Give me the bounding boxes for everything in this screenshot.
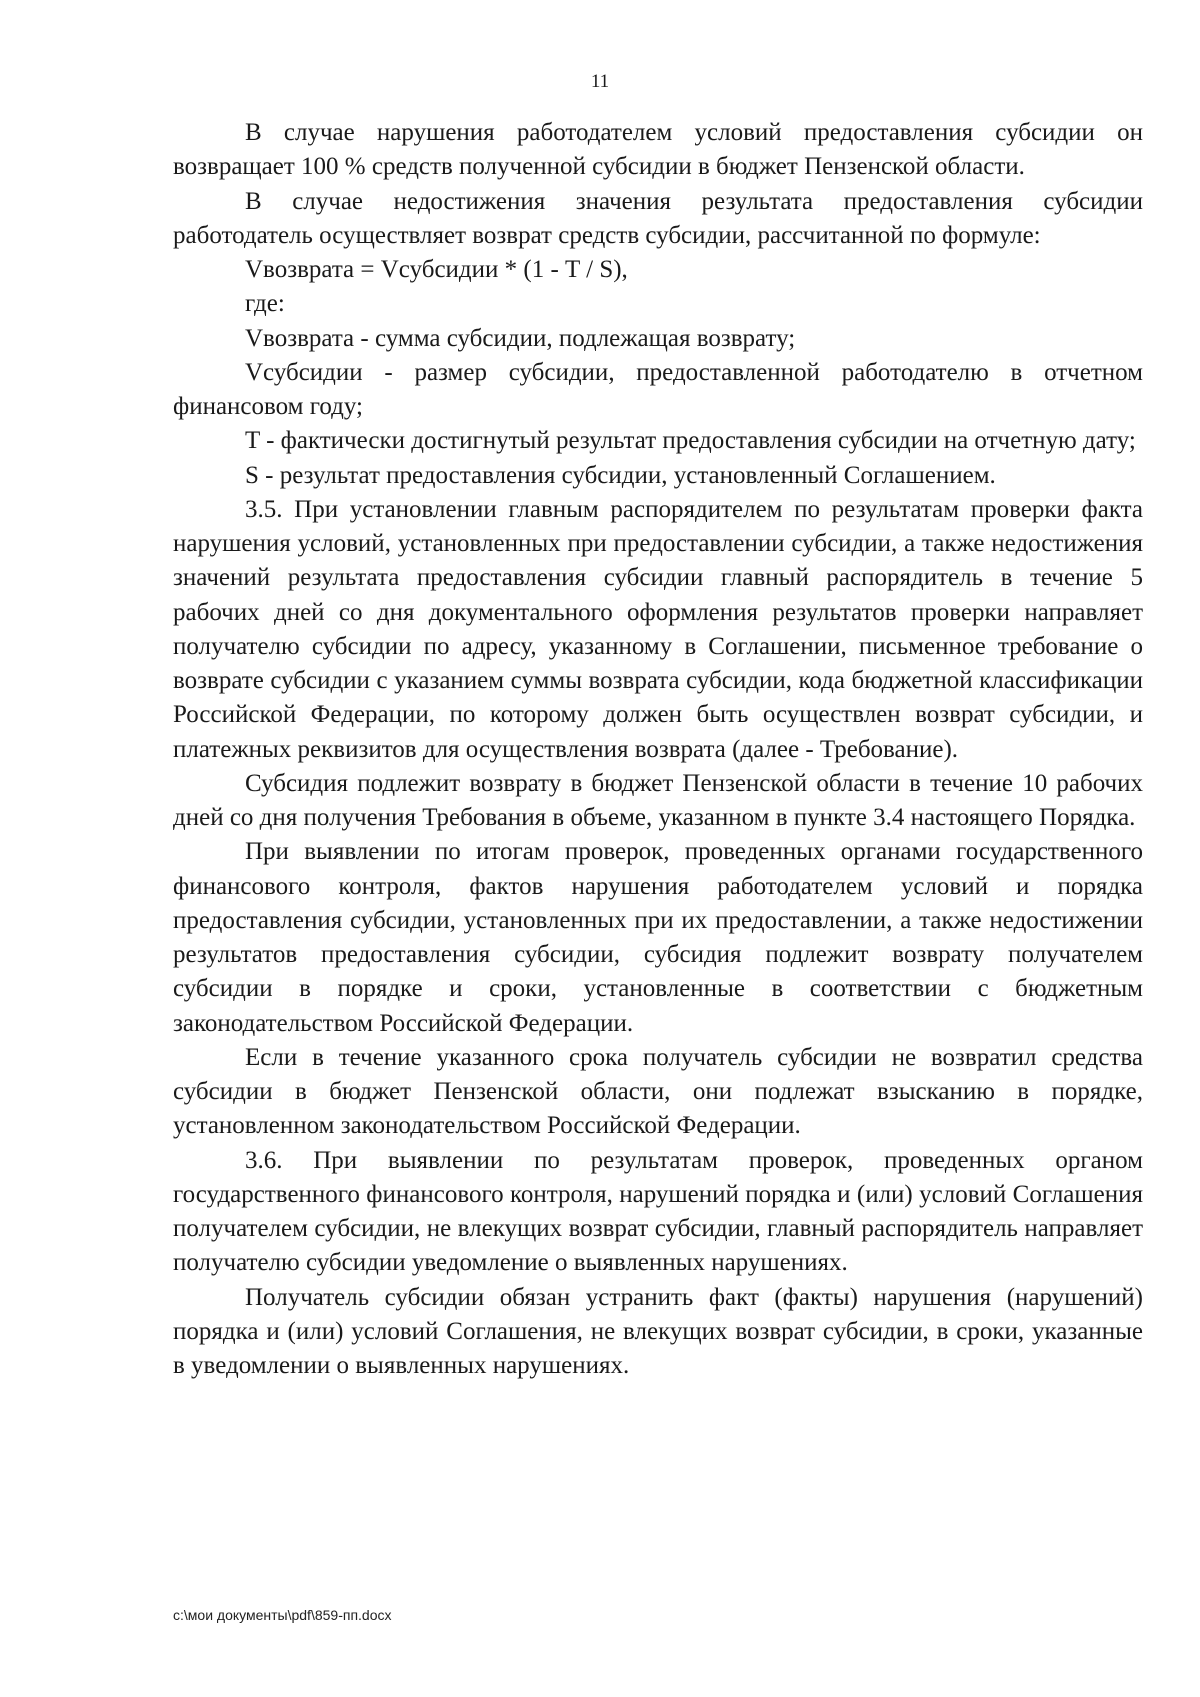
formula-where-label: где:	[245, 290, 285, 318]
formula-definition: S - результат предоставления субсидии, установленный Соглашением.	[245, 461, 996, 489]
formula-line: Vвозврата = Vсубсидии * (1 - T / S),	[245, 256, 628, 283]
paragraph: Получатель субсидии обязан устранить факт (факты) нарушения (нарушений) порядка и (или) условий Соглашения, не влекущих возврат субсидии, в сроки, указанные в уведомлении о выявленных нарушениях.	[173, 1283, 1143, 1379]
paragraph: В случае нарушения работодателем условий предоставления субсидии он возвращает 100 % средств полученной субсидии в бюджет Пензенской области.	[173, 119, 1143, 181]
footer-file-path: c:\мои документы\pdf\859-пп.docx	[173, 1607, 392, 1623]
paragraph: Если в течение указанного срока получатель субсидии не возвратил средства субсидии в бюджет Пензенской области, они подлежат взысканию в порядке, установленном законодательством Российской Федерации.	[173, 1043, 1143, 1140]
formula-definition: T - фактически достигнутый результат предоставления субсидии на отчетную дату;	[245, 427, 1136, 455]
paragraph: При выявлении по итогам проверок, проведенных органами государственного финансового контроля, фактов нарушения работодателем условий и порядка предоставления субсидии, установленных при их предоставлении, а также недостижении результатов предоставления субсидии, субсидия подлежит возврату получателем субсидии в порядке и сроки, установленные в соответствии с бюджетным законодательством Российской Федерации.	[173, 838, 1143, 1037]
formula-definition: Vвозврата - сумма субсидии, подлежащая возврату;	[245, 324, 796, 352]
paragraph-section-3-6: 3.6. При выявлении по результатам проверок, проведенных органом государственного финансового контроля, нарушений порядка и (или) условий Соглашения получателем субсидии, не влекущих возврат субсидии, главный распорядитель направляет получателю субсидии уведомление о выявленных нарушениях.	[173, 1146, 1143, 1277]
formula-definition: Vсубсидии - размер субсидии, предоставленной работодателю в отчетном финансовом году;	[173, 358, 1143, 420]
paragraph-section-3-5: 3.5. При установлении главным распорядителем по результатам проверки факта нарушения условий, установленных при предоставлении субсидии, а также недостижения значений результата предоставления субсидии главный распорядитель в течение 5 рабочих дней со дня документального оформления результатов проверки направляет получателю субсидии по адресу, указанному в Соглашении, письменное требование о возврате субсидии с указанием суммы возврата субсидии, кода бюджетной классификации Российской Федерации, по которому должен быть осуществлен возврат субсидии, и платежных реквизитов для осуществления возврата (далее - Требование).	[173, 495, 1143, 763]
paragraph: В случае недостижения значения результата предоставления субсидии работодатель осуществляет возврат средств субсидии, рассчитанной по формуле:	[173, 187, 1143, 249]
document-body	[173, 116, 1143, 1383]
paragraph: Субсидия подлежит возврату в бюджет Пензенской области в течение 10 рабочих дней со дня получения Требования в объеме, указанном в пункте 3.4 настоящего Порядка.	[173, 769, 1143, 831]
page-number: 11	[590, 71, 610, 92]
